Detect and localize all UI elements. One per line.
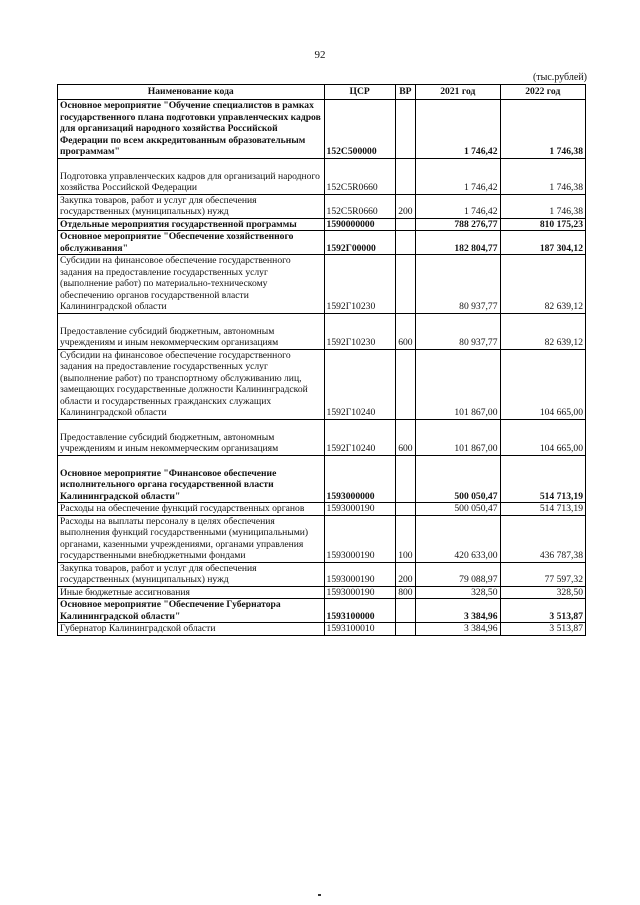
cell-vr bbox=[395, 599, 415, 623]
cell-name bbox=[58, 100, 325, 159]
row-name-text: Субсидии на финансовое обеспечение государственного задания на предоставление государственных услуг (выполнение работ) по материально-техническому обеспечению органов государственной власти Калининградской области bbox=[60, 255, 291, 312]
table-row bbox=[58, 218, 586, 231]
cell-2021: 80 937,77 bbox=[416, 313, 500, 349]
cell-2021: 3 384,96 bbox=[416, 599, 500, 623]
cell-2022: 328,50 bbox=[500, 586, 585, 599]
cell-name bbox=[58, 599, 325, 623]
cell-csr: 1593000190 bbox=[324, 586, 395, 599]
cell-csr: 1593100010 bbox=[324, 623, 395, 636]
row-name-text: Закупка товаров, работ и услуг для обеспечения государственных (муниципальных) нужд bbox=[60, 562, 257, 585]
cell-vr bbox=[395, 503, 415, 516]
cell-name bbox=[58, 194, 325, 218]
cell-csr: 152С500000 bbox=[324, 100, 395, 159]
cell-vr bbox=[395, 623, 415, 636]
cell-csr: 152С5R0660 bbox=[324, 158, 395, 194]
cell-name bbox=[58, 623, 325, 636]
row-name-text: Основное мероприятие "Обеспечение Губернатора Калининградской области" bbox=[60, 599, 281, 622]
table-row bbox=[58, 158, 586, 194]
cell-2021: 500 050,47 bbox=[416, 455, 500, 503]
budget-table bbox=[57, 84, 586, 636]
cell-2021: 3 384,96 bbox=[416, 623, 500, 636]
cell-name bbox=[58, 586, 325, 599]
cell-2022: 77 597,32 bbox=[500, 562, 585, 586]
units-label: (тыс.рублей) bbox=[532, 72, 587, 83]
cell-vr bbox=[395, 455, 415, 503]
cell-csr: 1593000190 bbox=[324, 562, 395, 586]
table-row bbox=[58, 194, 586, 218]
row-name-text: Предоставление субсидий бюджетным, автономным учреждениям и иным некоммерческим организациям bbox=[60, 431, 279, 454]
table-row bbox=[58, 313, 586, 349]
cell-csr: 1592Г00000 bbox=[324, 231, 395, 255]
cell-2021: 1 746,42 bbox=[416, 158, 500, 194]
cell-vr: 200 bbox=[395, 562, 415, 586]
table-row bbox=[58, 515, 586, 562]
cell-2022: 3 513,87 bbox=[500, 623, 585, 636]
cell-vr bbox=[395, 231, 415, 255]
cell-2021: 1 746,42 bbox=[416, 100, 500, 159]
cell-2021: 101 867,00 bbox=[416, 419, 500, 455]
row-name-text: Губернатор Калининградской области bbox=[60, 623, 216, 634]
table-body bbox=[58, 100, 586, 636]
cell-csr: 1593000190 bbox=[324, 515, 395, 562]
table-row bbox=[58, 231, 586, 255]
cell-vr bbox=[395, 100, 415, 159]
cell-csr: 1592Г10240 bbox=[324, 349, 395, 419]
header-csr: ЦСР bbox=[324, 85, 395, 100]
page-number: 92 bbox=[314, 49, 326, 61]
cell-name bbox=[58, 255, 325, 314]
row-name-text: Закупка товаров, работ и услуг для обеспечения государственных (муниципальных) нужд bbox=[60, 194, 257, 217]
table-header-row bbox=[58, 85, 586, 100]
header-vr: ВР bbox=[395, 85, 415, 100]
row-name-text: Расходы на выплаты персоналу в целях обеспечения выполнения функций государственными (муниципальными) органами, казенными учреждениями, органами управления государственными внебюджетными фондами bbox=[60, 515, 309, 561]
table-row bbox=[58, 503, 586, 516]
cell-csr: 1593100000 bbox=[324, 599, 395, 623]
table-row bbox=[58, 100, 586, 159]
table-row bbox=[58, 255, 586, 314]
table-row bbox=[58, 623, 586, 636]
cell-vr: 600 bbox=[395, 313, 415, 349]
cell-2021: 788 276,77 bbox=[416, 218, 500, 231]
cell-name bbox=[58, 419, 325, 455]
cell-2021: 79 088,97 bbox=[416, 562, 500, 586]
cell-csr: 1593000190 bbox=[324, 503, 395, 516]
cell-2022: 810 175,23 bbox=[500, 218, 585, 231]
cell-2022: 104 665,00 bbox=[500, 419, 585, 455]
cell-vr: 100 bbox=[395, 515, 415, 562]
row-name-text: Предоставление субсидий бюджетным, автономным учреждениям и иным некоммерческим организациям bbox=[60, 325, 279, 348]
cell-name bbox=[58, 515, 325, 562]
cell-2022: 436 787,38 bbox=[500, 515, 585, 562]
cell-vr: 800 bbox=[395, 586, 415, 599]
cell-2022: 1 746,38 bbox=[500, 194, 585, 218]
row-name-text: Основное мероприятие "Обучение специалистов в рамках государственного плана подготовки управленческих кадров для организаций народного хозяйства Российской Федерации по всем аккредитованным образовательным программам" bbox=[60, 100, 321, 157]
cell-2022: 1 746,38 bbox=[500, 158, 585, 194]
cell-name bbox=[58, 349, 325, 419]
cell-vr: 200 bbox=[395, 194, 415, 218]
cell-2022: 514 713,19 bbox=[500, 503, 585, 516]
cell-2021: 1 746,42 bbox=[416, 194, 500, 218]
cell-2022: 187 304,12 bbox=[500, 231, 585, 255]
cell-csr: 1590000000 bbox=[324, 218, 395, 231]
header-name: Наименование кода bbox=[58, 85, 325, 100]
cell-2022: 1 746,38 bbox=[500, 100, 585, 159]
row-name-text: Основное мероприятие "Финансовое обеспечение исполнительного органа государственной власти Калининградской области" bbox=[60, 467, 277, 502]
footer-dot bbox=[318, 894, 321, 896]
table-row bbox=[58, 562, 586, 586]
cell-name bbox=[58, 313, 325, 349]
cell-vr bbox=[395, 349, 415, 419]
cell-vr bbox=[395, 218, 415, 231]
cell-2021: 420 633,00 bbox=[416, 515, 500, 562]
row-name-text: Отдельные мероприятия государственной программы bbox=[60, 218, 297, 230]
row-name-text: Подготовка управленческих кадров для организаций народного хозяйства Российской Федерации bbox=[60, 170, 320, 193]
cell-vr bbox=[395, 255, 415, 314]
table-row bbox=[58, 419, 586, 455]
cell-name bbox=[58, 231, 325, 255]
row-name-text: Основное мероприятие "Обеспечение хозяйственного обслуживания" bbox=[60, 231, 294, 254]
cell-csr: 1592Г10240 bbox=[324, 419, 395, 455]
cell-2021: 182 804,77 bbox=[416, 231, 500, 255]
cell-2021: 500 050,47 bbox=[416, 503, 500, 516]
cell-name bbox=[58, 218, 325, 231]
table-row bbox=[58, 349, 586, 419]
cell-2021: 101 867,00 bbox=[416, 349, 500, 419]
cell-2022: 82 639,12 bbox=[500, 255, 585, 314]
row-name-text: Субсидии на финансовое обеспечение государственного задания на предоставление государственных услуг (выполнение работ) по транспортному обслуживанию лиц, замещающих государственные должности Калининградской области и государственных гражданских служащих Калининградской области bbox=[60, 349, 308, 418]
row-name-text: Иные бюджетные ассигнования bbox=[60, 586, 190, 598]
cell-2021: 80 937,77 bbox=[416, 255, 500, 314]
row-name-text: Расходы на обеспечение функций государственных органов bbox=[60, 503, 305, 514]
cell-csr: 1592Г10230 bbox=[324, 313, 395, 349]
cell-2022: 514 713,19 bbox=[500, 455, 585, 503]
cell-name bbox=[58, 158, 325, 194]
cell-name bbox=[58, 562, 325, 586]
table-row bbox=[58, 586, 586, 599]
cell-vr bbox=[395, 158, 415, 194]
cell-name bbox=[58, 455, 325, 503]
cell-2022: 104 665,00 bbox=[500, 349, 585, 419]
table-row bbox=[58, 599, 586, 623]
cell-2022: 3 513,87 bbox=[500, 599, 585, 623]
cell-vr: 600 bbox=[395, 419, 415, 455]
cell-csr: 1593000000 bbox=[324, 455, 395, 503]
cell-csr: 152С5R0660 bbox=[324, 194, 395, 218]
cell-2022: 82 639,12 bbox=[500, 313, 585, 349]
cell-name bbox=[58, 503, 325, 516]
header-2022: 2022 год bbox=[500, 85, 585, 100]
cell-2021: 328,50 bbox=[416, 586, 500, 599]
table-row bbox=[58, 455, 586, 503]
cell-csr: 1592Г10230 bbox=[324, 255, 395, 314]
header-2021: 2021 год bbox=[416, 85, 500, 100]
